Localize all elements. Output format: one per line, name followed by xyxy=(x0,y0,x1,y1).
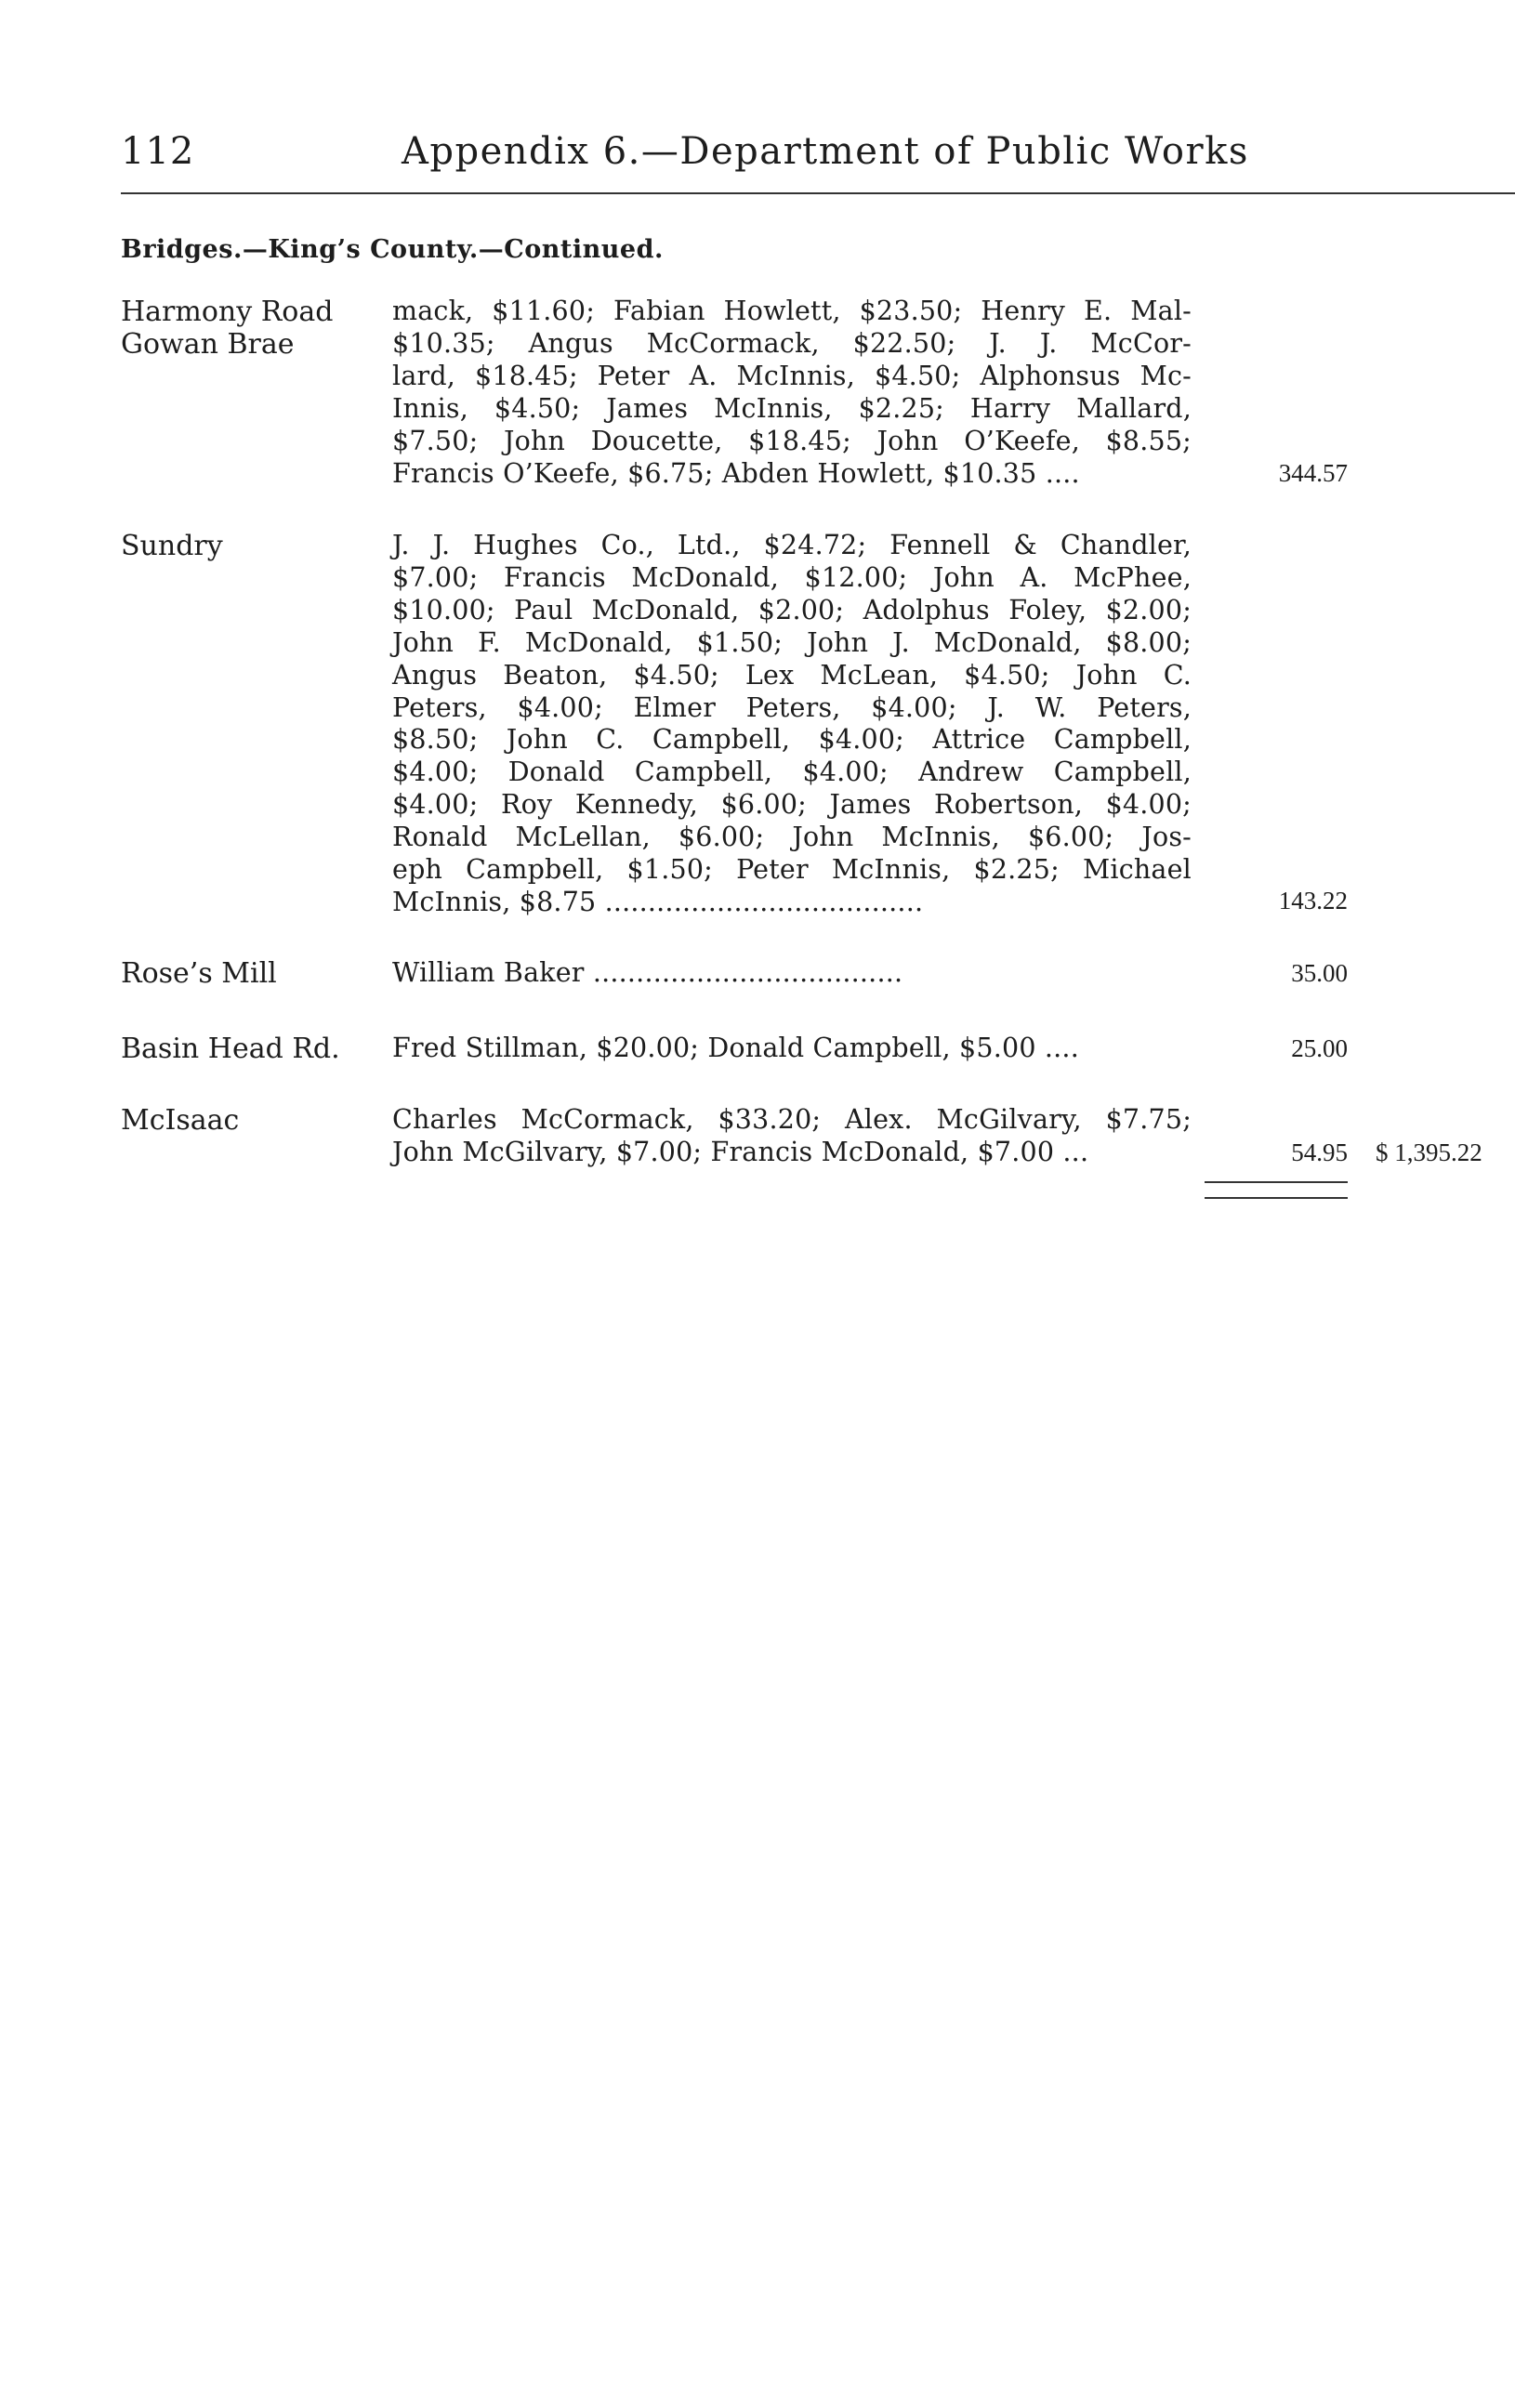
description-line: $4.00; Donald Campbell, $4.00; Andrew Campbell, xyxy=(392,757,1192,788)
description-line: William Baker .................................... xyxy=(392,957,903,988)
description-line: eph Campbell, $1.50; Peter McInnis, $2.25; Michael xyxy=(392,854,1192,886)
description-line: Charles McCormack, $33.20; Alex. McGilvary, $7.75; xyxy=(392,1104,1192,1135)
section-heading: Bridges.—King’s County.—Continued. xyxy=(121,235,664,264)
entry-amount: 143.22 xyxy=(1278,887,1348,915)
description-line: $7.00; Francis McDonald, $12.00; John A. McPhee, xyxy=(392,561,1192,593)
entry-location xyxy=(121,1033,340,1065)
page-number: 112 xyxy=(121,130,195,173)
entry-description xyxy=(392,957,1192,990)
total-rule xyxy=(1205,1197,1348,1199)
description-line: Francis O’Keefe, $6.75; Abden Howlett, $10.35 .... xyxy=(392,457,1080,489)
location-line: McIsaac xyxy=(121,1104,240,1137)
description-line: Fred Stillman, $20.00; Donald Campbell, $5.00 .... xyxy=(392,1033,1079,1063)
running-head: Appendix 6.—Department of Public Works xyxy=(402,130,1249,173)
entry-location xyxy=(121,957,277,990)
entry-description xyxy=(392,1104,1192,1169)
description-line: $10.35; Angus McCormack, $22.50; J. J. McCor- xyxy=(392,327,1192,359)
description-line: $4.00; Roy Kennedy, $6.00; James Robertson, $4.00; xyxy=(392,789,1192,821)
description-line: $8.50; John C. Campbell, $4.00; Attrice Campbell, xyxy=(392,724,1192,756)
description-line: John McGilvary, $7.00; Francis McDonald, $7.00 ... xyxy=(392,1136,1089,1167)
entry-amount: 54.95 xyxy=(1291,1138,1348,1166)
location-line: Rose’s Mill xyxy=(121,957,277,990)
entry-location xyxy=(121,530,223,562)
entry-location xyxy=(121,1104,239,1137)
description-line: mack, $11.60; Fabian Howlett, $23.50; Henry E. Mal- xyxy=(392,296,1192,326)
location-line: Gowan Brae xyxy=(121,328,295,361)
description-line: lard, $18.45; Peter A. McInnis, $4.50; Alphonsus Mc- xyxy=(392,360,1192,391)
entry-description xyxy=(392,530,1192,919)
location-line: Sundry xyxy=(121,530,223,562)
location-line: Harmony Road xyxy=(121,296,334,328)
grand-total: $ 1,395.22 xyxy=(1376,1138,1482,1166)
entry-amount: 344.57 xyxy=(1278,459,1348,487)
description-line: Ronald McLellan, $6.00; John McInnis, $6.00; Jos- xyxy=(392,822,1192,853)
header-rule xyxy=(121,192,1515,194)
description-line: McInnis, $8.75 ..................................... xyxy=(392,886,924,917)
entry-description xyxy=(392,296,1192,490)
total-rule xyxy=(1205,1181,1348,1183)
description-line: J. J. Hughes Co., Ltd., $24.72; Fennell & Chandler, xyxy=(392,530,1192,560)
location-line: Basin Head Rd. xyxy=(121,1033,340,1065)
description-line: Innis, $4.50; James McInnis, $2.25; Harry Mallard, xyxy=(392,392,1192,424)
entry-description xyxy=(392,1033,1192,1065)
entry-amount: 25.00 xyxy=(1291,1034,1348,1062)
description-line: $7.50; John Doucette, $18.45; John O’Keefe, $8.55; xyxy=(392,425,1192,456)
entry-amount: 35.00 xyxy=(1291,959,1348,987)
description-line: Angus Beaton, $4.50; Lex McLean, $4.50; John C. xyxy=(392,659,1192,691)
description-line: John F. McDonald, $1.50; John J. McDonald, $8.00; xyxy=(392,626,1192,658)
description-line: $10.00; Paul McDonald, $2.00; Adolphus Foley, $2.00; xyxy=(392,594,1192,625)
entry-location xyxy=(121,296,333,361)
description-line: Peters, $4.00; Elmer Peters, $4.00; J. W. Peters, xyxy=(392,691,1192,723)
